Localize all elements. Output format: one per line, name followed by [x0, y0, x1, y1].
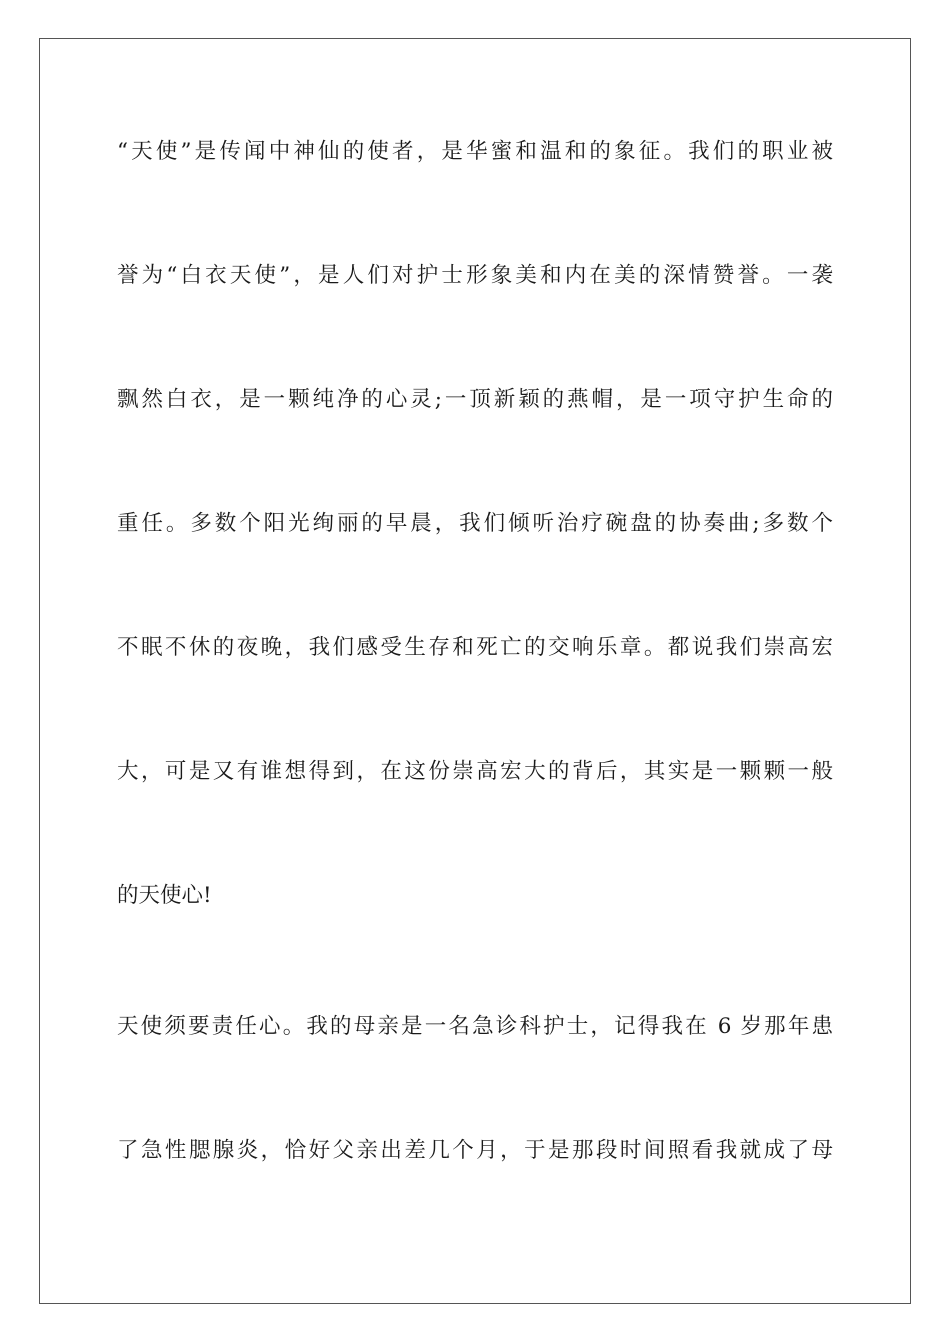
- paragraph-1-line-7: 的天使心!: [117, 883, 212, 908]
- paragraph-1-line-2: 誉为“白衣天使”，是人们对护士形象美和内在美的深情赞誉。一袭: [117, 263, 833, 288]
- paragraph-1-line-3: 飘然白衣，是一颗纯净的心灵;一顶新颖的燕帽，是一项守护生命的: [117, 387, 833, 412]
- paragraph-1-line-4: 重任。多数个阳光绚丽的早晨，我们倾听治疗碗盘的协奏曲;多数个: [117, 511, 833, 536]
- paragraph-1-line-5: 不眠不休的夜晚，我们感受生存和死亡的交响乐章。都说我们崇高宏: [117, 635, 833, 660]
- paragraph-1-line-6: 大，可是又有谁想得到，在这份崇高宏大的背后，其实是一颗颗一般: [117, 759, 833, 784]
- paragraph-2-line-1: 天使须要责任心。我的母亲是一名急诊科护士，记得我在 6 岁那年患: [117, 1014, 833, 1039]
- paragraph-1-line-1: “天使”是传闻中神仙的使者，是华蜜和温和的象征。我们的职业被: [117, 139, 833, 164]
- page-border: [39, 38, 911, 1304]
- paragraph-2-line-2: 了急性腮腺炎，恰好父亲出差几个月，于是那段时间照看我就成了母: [117, 1138, 833, 1163]
